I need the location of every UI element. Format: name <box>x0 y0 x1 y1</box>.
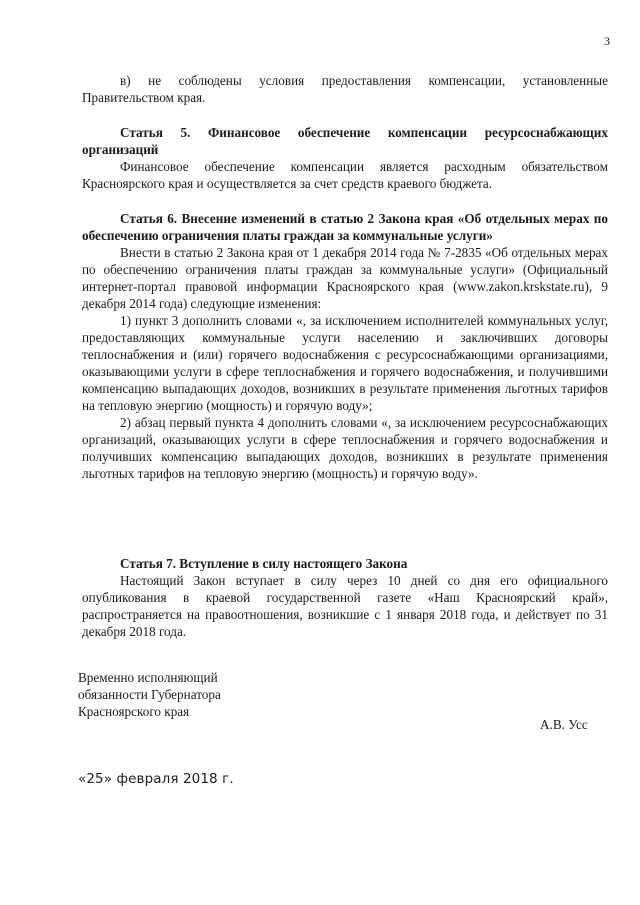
article-5-heading: Статья 5. Финансовое обеспечение компенсации ресурсоснабжающих организаций <box>82 125 608 157</box>
article-6-intro: Внести в статью 2 Закона края от 1 декабря 2014 года № 7-2835 «Об отдельных мерах по обеспечению ограничения платы граждан за коммунальные услуги» (Официальный интернет-портал правовой информации Красноярского края (www.zakon.krskstate.ru), 9 декабря 2014 года) следующие изменения: <box>82 245 608 311</box>
article-7-text: Настоящий Закон вступает в силу через 10 дней со дня его официального опубликования в краевой государственной газете «Наш Красноярский край», распространяется на правоотношения, возникшие с 1 января 2018 года, и действует по 31 декабря 2018 года. <box>82 573 608 639</box>
article-6-item-1: 1) пункт 3 дополнить словами «, за исключением исполнителей коммунальных услуг, предоставляющих коммунальные услуги населению и заключивших договоры теплоснабжения и (или) горячего водоснабжения с ресурсоснабжающими организациями, оказывающими услуги в сфере теплоснабжения и горячего водоснабжения, и получившими компенсацию выпадающих доходов, возникших в результате применения льготных тарифов на тепловую энергию (мощность) и горячую воду»; <box>82 313 608 413</box>
signatory-line-2: обязанности Губернатора <box>78 687 221 702</box>
item-v-block <box>82 72 608 106</box>
page-number: 3 <box>604 34 610 48</box>
article-7 <box>82 555 608 640</box>
signatory-title <box>78 669 221 720</box>
article-5-text: Финансовое обеспечение компенсации является расходным обязательством Красноярского края и осуществляется за счет средств краевого бюджета. <box>82 159 608 191</box>
article-6-item-2: 2) абзац первый пункта 4 дополнить словами «, за исключением ресурсоснабжающих организаций, оказывающих услуги в сфере теплоснабжения и горячего водоснабжения и получивших компенсацию выпадающих доходов, возникших в результате применения льготных тарифов на тепловую энергию (мощность) и горячую воду». <box>82 415 608 481</box>
signatory-line-1: Временно исполняющий <box>78 670 218 685</box>
article-6 <box>82 210 608 482</box>
signing-date: «25» февраля 2018 г. <box>78 771 234 787</box>
article-7-heading: Статья 7. Вступление в силу настоящего Закона <box>120 556 408 571</box>
item-v-text: в) не соблюдены условия предоставления компенсации, установленные Правительством края. <box>82 73 608 105</box>
article-5 <box>82 124 608 192</box>
signatory-name: А.В. Усс <box>540 717 588 732</box>
article-6-heading: Статья 6. Внесение изменений в статью 2 Закона края «Об отдельных мерах по обеспечению ограничения платы граждан за коммунальные услуги» <box>82 211 608 243</box>
signatory-line-3: Красноярского края <box>78 704 190 719</box>
